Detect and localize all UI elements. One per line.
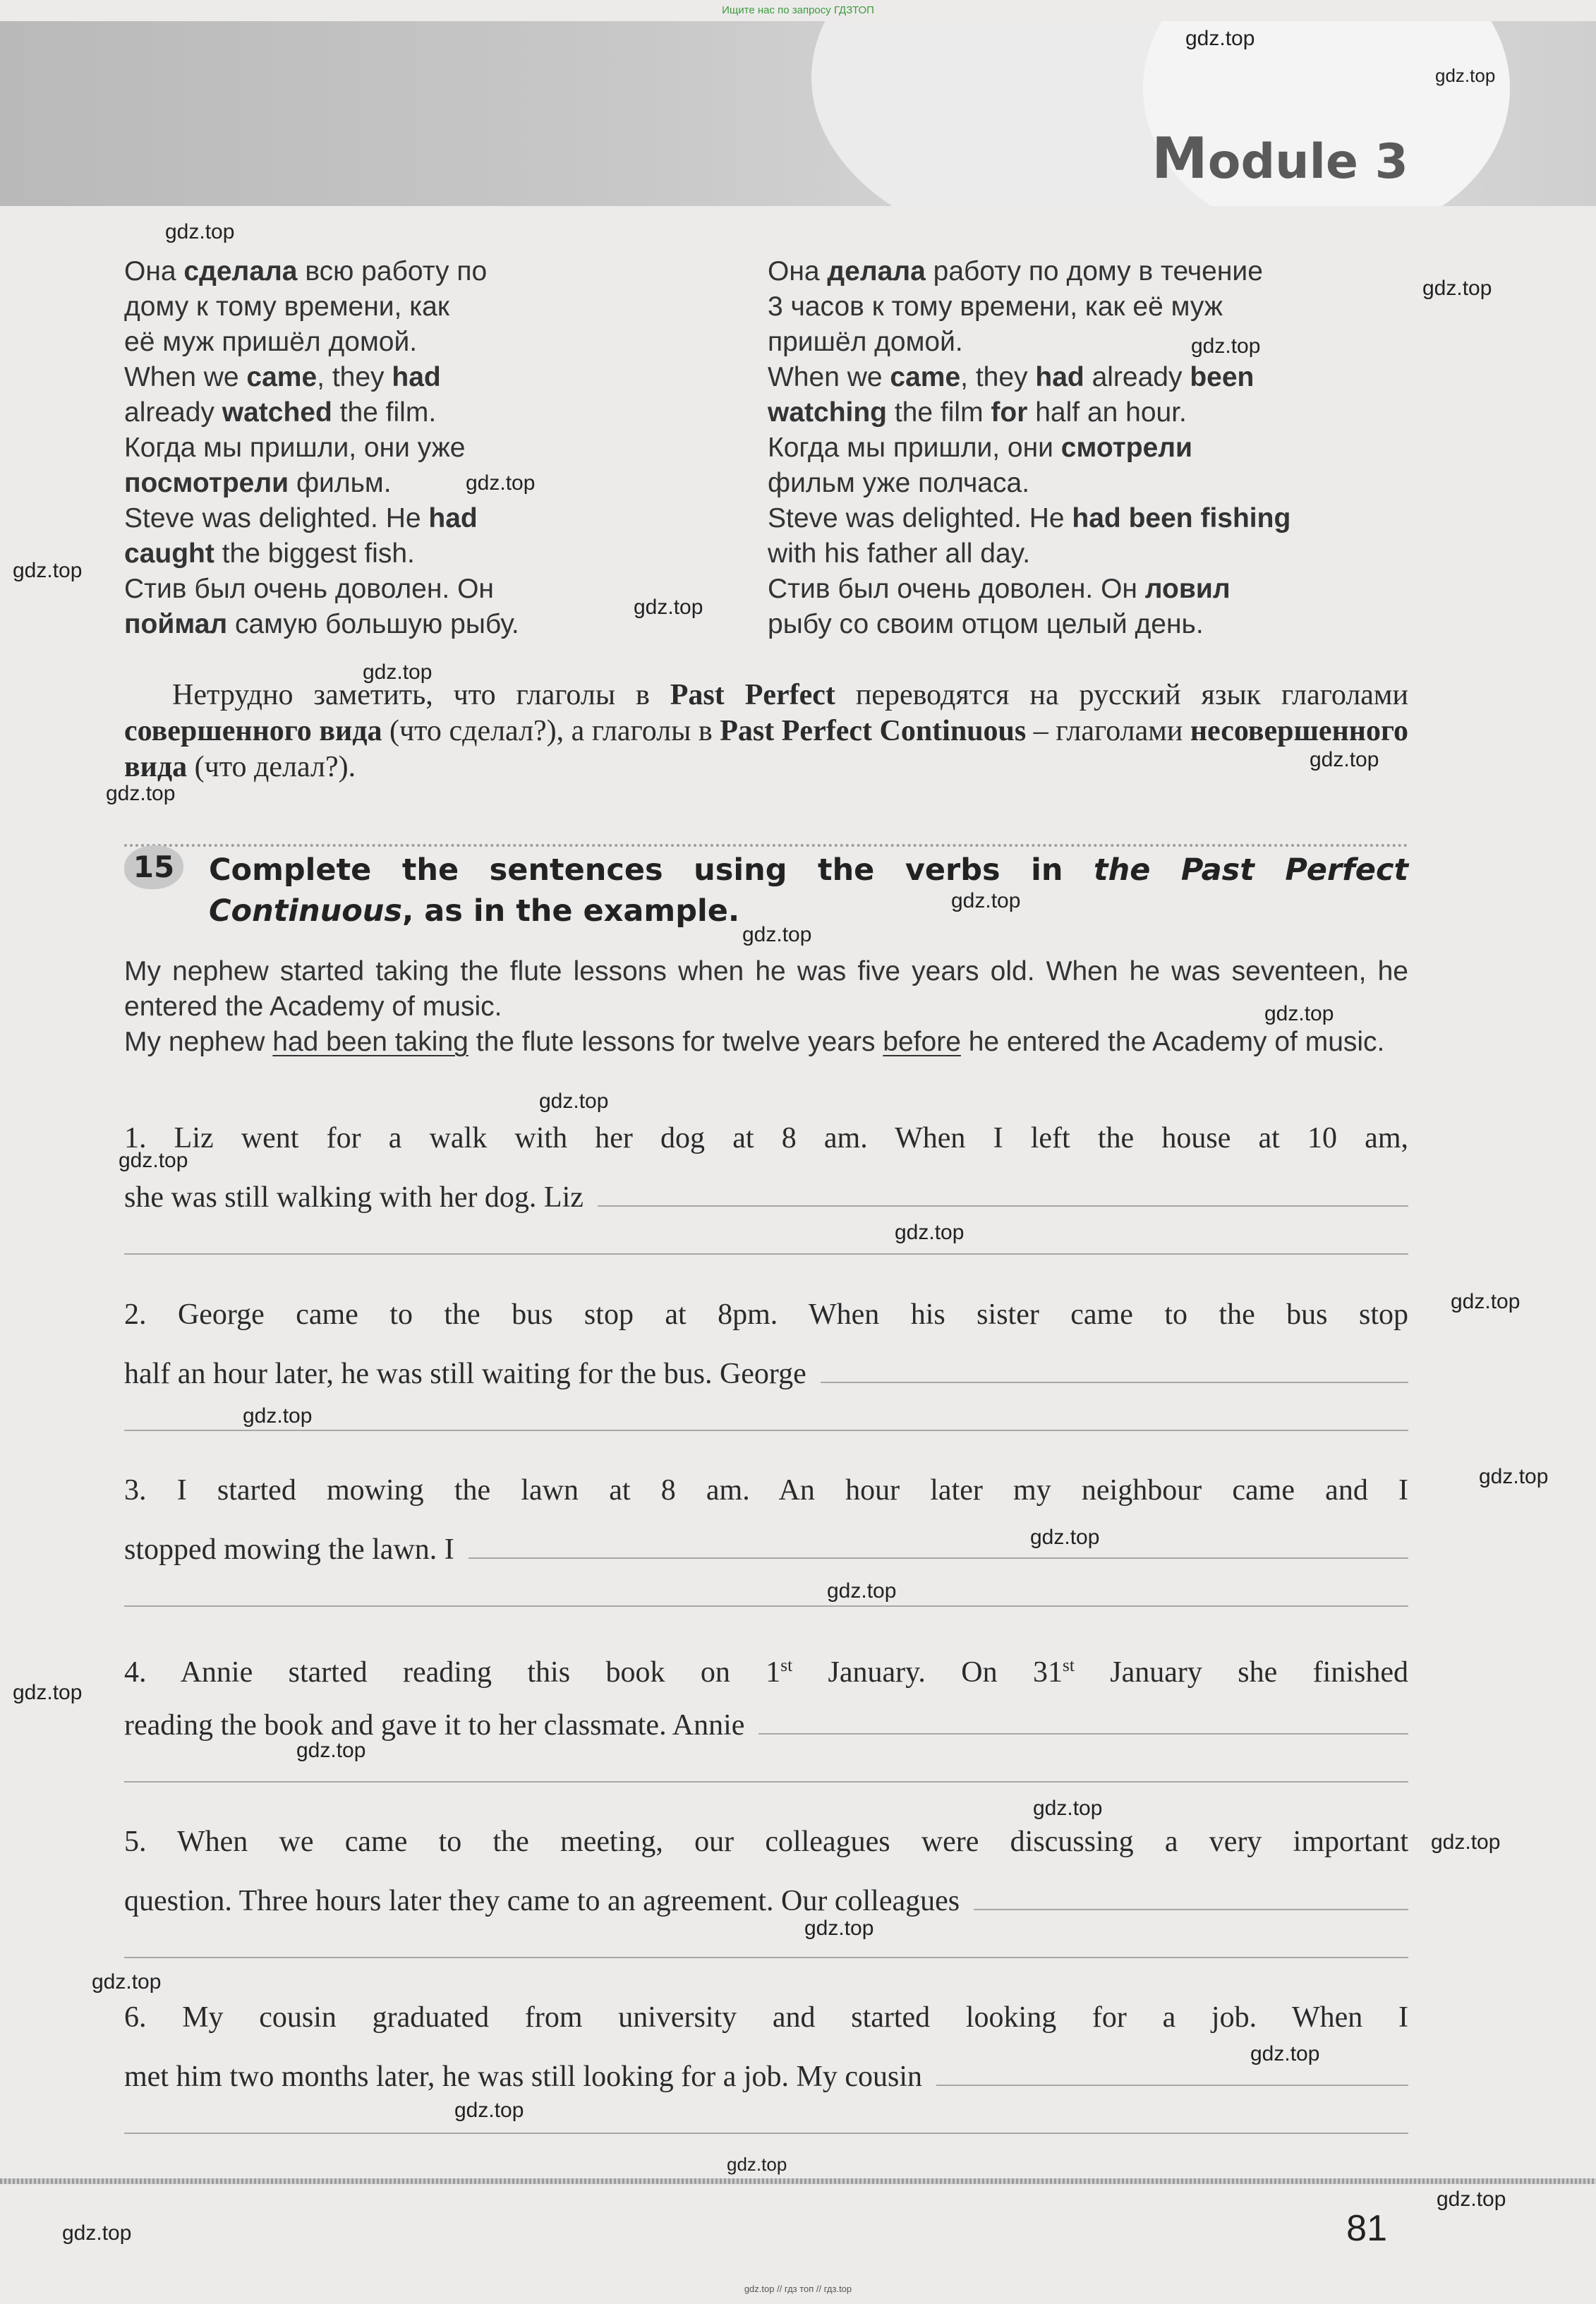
watermark: gdz.top (1250, 2042, 1320, 2065)
answer-line[interactable] (124, 1577, 1408, 1607)
left-column-line: Стив был очень доволен. Он (124, 574, 494, 604)
answer-line[interactable] (468, 1519, 1408, 1559)
right-column-line: Стив был очень доволен. Он ловил (768, 574, 1231, 604)
watermark: gdz.top (92, 1970, 162, 1994)
answer-line[interactable] (124, 1401, 1408, 1431)
watermark: gdz.top (165, 220, 235, 243)
watermark: gdz.top (895, 1221, 965, 1244)
task-instruction: Complete the sentences using the verbs in the Past Perfect Continuous, as in the example. (209, 852, 1408, 929)
exercise-item: 4. Annie started reading this book on 1st January. On 31st January she finished reading the book and gave it to her classmate. Annie (124, 1637, 1408, 1783)
watermark: gdz.top (1435, 65, 1496, 86)
watermark: gdz.top (1479, 1465, 1549, 1488)
answer-line[interactable] (974, 1871, 1408, 1910)
watermark: gdz.top (1185, 27, 1255, 50)
bottom-note: gdz.top // гдз топ // гдз.top (744, 2284, 852, 2294)
top-note: Ищите нас по запросу ГДЗТОП (722, 4, 874, 16)
example-sentence: My nephew started taking the flute lessons when he was five years old. When he was seventeen, he entered the Academy of music. (124, 956, 1408, 1022)
answer-line[interactable] (598, 1167, 1408, 1207)
right-column-line: 3 часов к тому времени, как её муж (768, 291, 1223, 322)
watermark: gdz.top (1030, 1526, 1100, 1549)
watermark: gdz.top (363, 661, 433, 684)
footer-rule (0, 2178, 1596, 2184)
exercise-item: 5. When we came to the meeting, our colleagues were discussing a very important question. Three hours later they came to an agreement. Our colleagues (124, 1813, 1408, 1958)
watermark: gdz.top (539, 1090, 609, 1113)
right-column-line: пришёл домой. (768, 327, 963, 357)
example-answer: My nephew had been taking the flute lessons for twelve years before he entered the Academy of music. (124, 1027, 1385, 1057)
right-column-line: рыбу со своим отцом целый день. (768, 609, 1204, 639)
watermark: gdz.top (1437, 2188, 1506, 2211)
watermark: gdz.top (1310, 748, 1379, 771)
right-column-line: When we came, they had already been (768, 362, 1255, 392)
watermark: gdz.top (1033, 1797, 1103, 1820)
watermark: gdz.top (742, 923, 812, 946)
right-column-line: Steve was delighted. He had been fishing (768, 503, 1291, 533)
exercise-item: 1. Liz went for a walk with her dog at 8 am. When I left the house at 10 am, she was still walking with her dog. Liz (124, 1109, 1408, 1255)
left-column-line: поймал самую большую рыбу. (124, 609, 519, 639)
left-column-line: её муж пришёл домой. (124, 327, 418, 357)
left-column-line: дому к тому времени, как (124, 291, 449, 322)
watermark: gdz.top (827, 1579, 897, 1603)
watermark: gdz.top (1191, 334, 1261, 358)
right-column-line: with his father all day. (768, 538, 1031, 569)
watermark: gdz.top (106, 782, 176, 805)
left-column-line: caught the biggest fish. (124, 538, 415, 569)
answer-line[interactable] (758, 1695, 1408, 1735)
answer-line[interactable] (124, 2104, 1408, 2134)
right-column-line: Она делала работу по дому в течение (768, 256, 1263, 287)
watermark: gdz.top (1431, 1830, 1501, 1854)
right-column-line: watching the film for half an hour. (768, 397, 1187, 428)
watermark: gdz.top (804, 1917, 874, 1940)
watermark: gdz.top (1264, 1002, 1334, 1025)
watermark: gdz.top (1451, 1290, 1521, 1313)
left-column-line: Она сделала всю работу по (124, 256, 488, 287)
exercise-item: 3. I started mowing the lawn at 8 am. An hour later my neighbour came and I stopped mowing the lawn. I (124, 1461, 1408, 1607)
watermark: gdz.top (13, 559, 83, 582)
watermark: gdz.top (243, 1404, 313, 1428)
watermark: gdz.top (13, 1681, 83, 1704)
page-number: 81 (1346, 2208, 1387, 2249)
watermark: gdz.top (296, 1739, 366, 1762)
left-column-line: Steve was delighted. He had (124, 503, 478, 533)
worked-example (124, 954, 1408, 1060)
watermark: gdz.top (62, 2221, 132, 2245)
left-column-line: already watched the film. (124, 397, 437, 428)
right-column-line: фильм уже полчаса. (768, 468, 1030, 498)
module-title: Module 3 (1151, 126, 1408, 191)
watermark: gdz.top (119, 1149, 188, 1172)
right-column-line: Когда мы пришли, они смотрели (768, 433, 1193, 463)
watermark: gdz.top (454, 2099, 524, 2122)
answer-line[interactable] (124, 1929, 1408, 1958)
watermark: gdz.top (466, 471, 536, 495)
grammar-note: Нетрудно заметить, что глаголы в Past Perfect переводятся на русский язык глаголами совершенного вида (что сделал?), а глаголы в Past Perfect Continuous – глаголами несовершенного вида (что делал?). (124, 679, 1408, 783)
watermark: gdz.top (634, 596, 703, 619)
section-divider (124, 844, 1408, 847)
answer-line[interactable] (821, 1344, 1408, 1383)
left-column-examples (124, 254, 745, 642)
left-column-line: Когда мы пришли, они уже (124, 433, 466, 463)
exercise-item: 2. George came to the bus stop at 8pm. When his sister came to the bus stop half an hour later, he was still waiting for the bus. George (124, 1286, 1408, 1431)
watermark: gdz.top (1422, 277, 1492, 300)
answer-line[interactable] (124, 1225, 1408, 1255)
answer-line[interactable] (936, 2046, 1408, 2086)
right-column-examples (768, 254, 1417, 642)
watermark: gdz.top (727, 2154, 787, 2175)
watermark: gdz.top (951, 889, 1021, 912)
exercise-item: 6. My cousin graduated from university and started looking for a job. When I met him two months later, he was still looking for a job. My cousin (124, 1989, 1408, 2134)
left-column-line: When we came, they had (124, 362, 441, 392)
left-column-line: посмотрели фильм. (124, 468, 392, 498)
task-number-badge: 15 (124, 845, 183, 889)
